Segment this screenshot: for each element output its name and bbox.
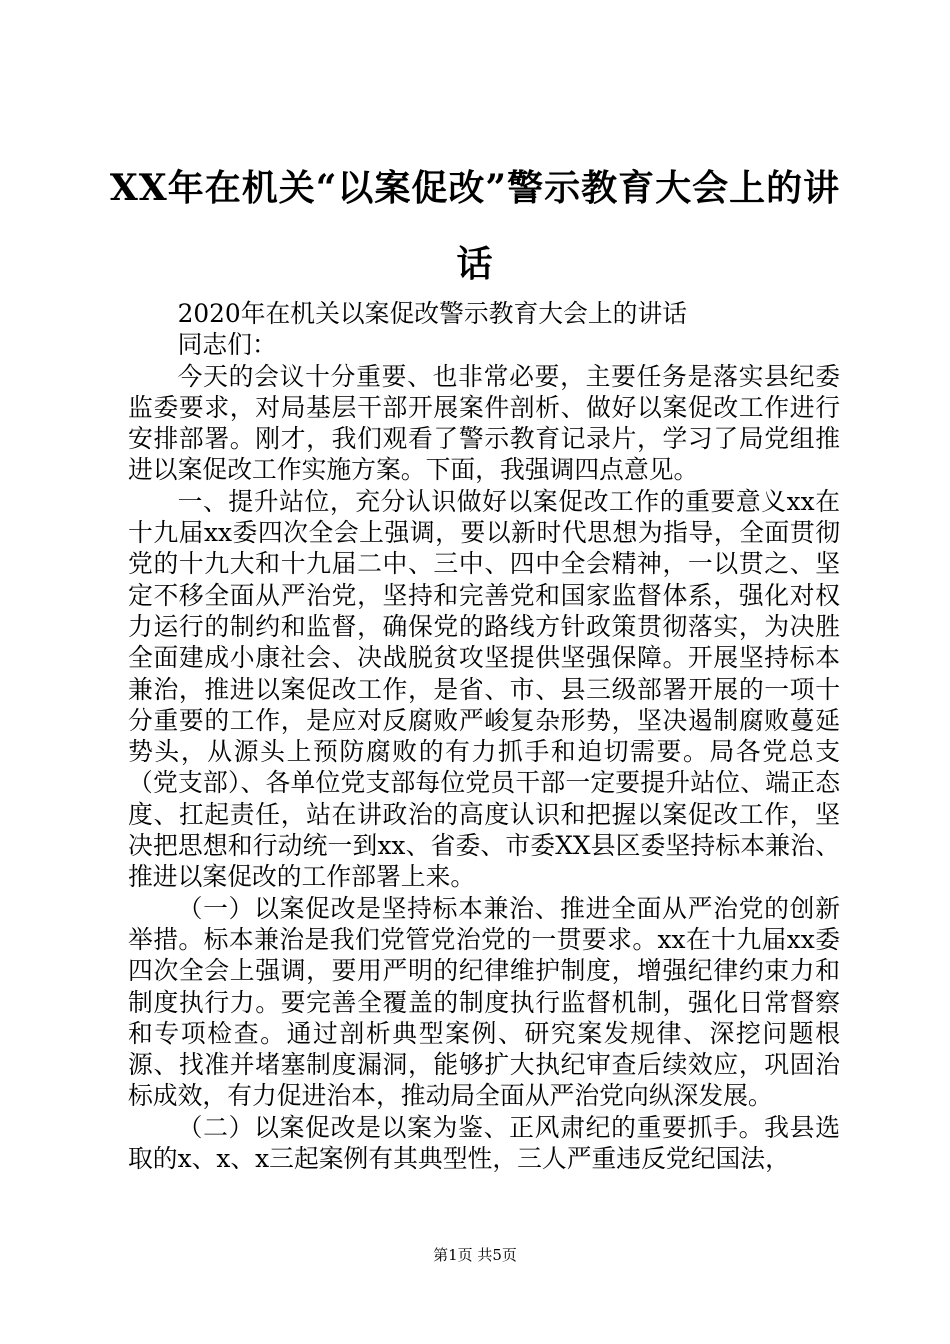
paragraph: （一）以案促改是坚持标本兼治、推进全面从严治党的创新举措。标本兼治是我们党管党治党的一贯要求。xx在十九届xx委四次全会上强调，要用严明的纪律维护制度，增强纪律约束力和制度执行力。要完善全覆盖的制度执行监督机制，强化日常督察和专项检查。通过剖析典型案例、研究案发规律、深挖问题根源、找准并堵塞制度漏洞，能够扩大执纪审查后续效应，巩固治标成效，有力促进治本，推动局全面从严治党向纵深发展。 (128, 893, 840, 1111)
document-title: XX年在机关“以案促改”警示教育大会上的讲话 (109, 167, 841, 285)
document-body (128, 298, 840, 1174)
paragraph: （二）以案促改是以案为鉴、正风肃纪的重要抓手。我县选取的x、x、x三起案例有其典型性，三人严重违反党纪国法， (128, 1112, 840, 1174)
salutation: 同志们： (177, 330, 277, 360)
page-number-footer: 第1页 共5页 (433, 1246, 517, 1264)
paragraph: 一、提升站位，充分认识做好以案促改工作的重要意义xx在十九届xx委四次全会上强调，要以新时代思想为指导，全面贯彻党的十九大和十九届二中、三中、四中全会精神，一以贯之、坚定不移全面从严治党，坚持和完善党和国家监督体系，强化对权力运行的制约和监督，确保党的路线方针政策贯彻落实，为决胜全面建成小康社会、决战脱贫攻坚提供坚强保障。开展坚持标本兼治，推进以案促改工作，是省、市、县三级部署开展的一项十分重要的工作，是应对反腐败严峻复杂形势，坚决遏制腐败蔓延势头，从源头上预防腐败的有力抓手和迫切需要。局各党总支（党支部）、各单位党支部每位党员干部一定要提升站位、端正态度、扛起责任，站在讲政治的高度认识和把握以案促改工作，坚决把思想和行动统一到xx、省委、市委XX县区委坚持标本兼治、推进以案促改的工作部署上来。 (128, 486, 840, 892)
document-subtitle: 2020年在机关以案促改警示教育大会上的讲话 (177, 299, 688, 328)
paragraph: 今天的会议十分重要、也非常必要，主要任务是落实县纪委监委要求，对局基层干部开展案件剖析、做好以案促改工作进行安排部署。刚才，我们观看了警示教育记录片，学习了局党组推进以案促改工作实施方案。下面，我强调四点意见。 (128, 361, 840, 485)
